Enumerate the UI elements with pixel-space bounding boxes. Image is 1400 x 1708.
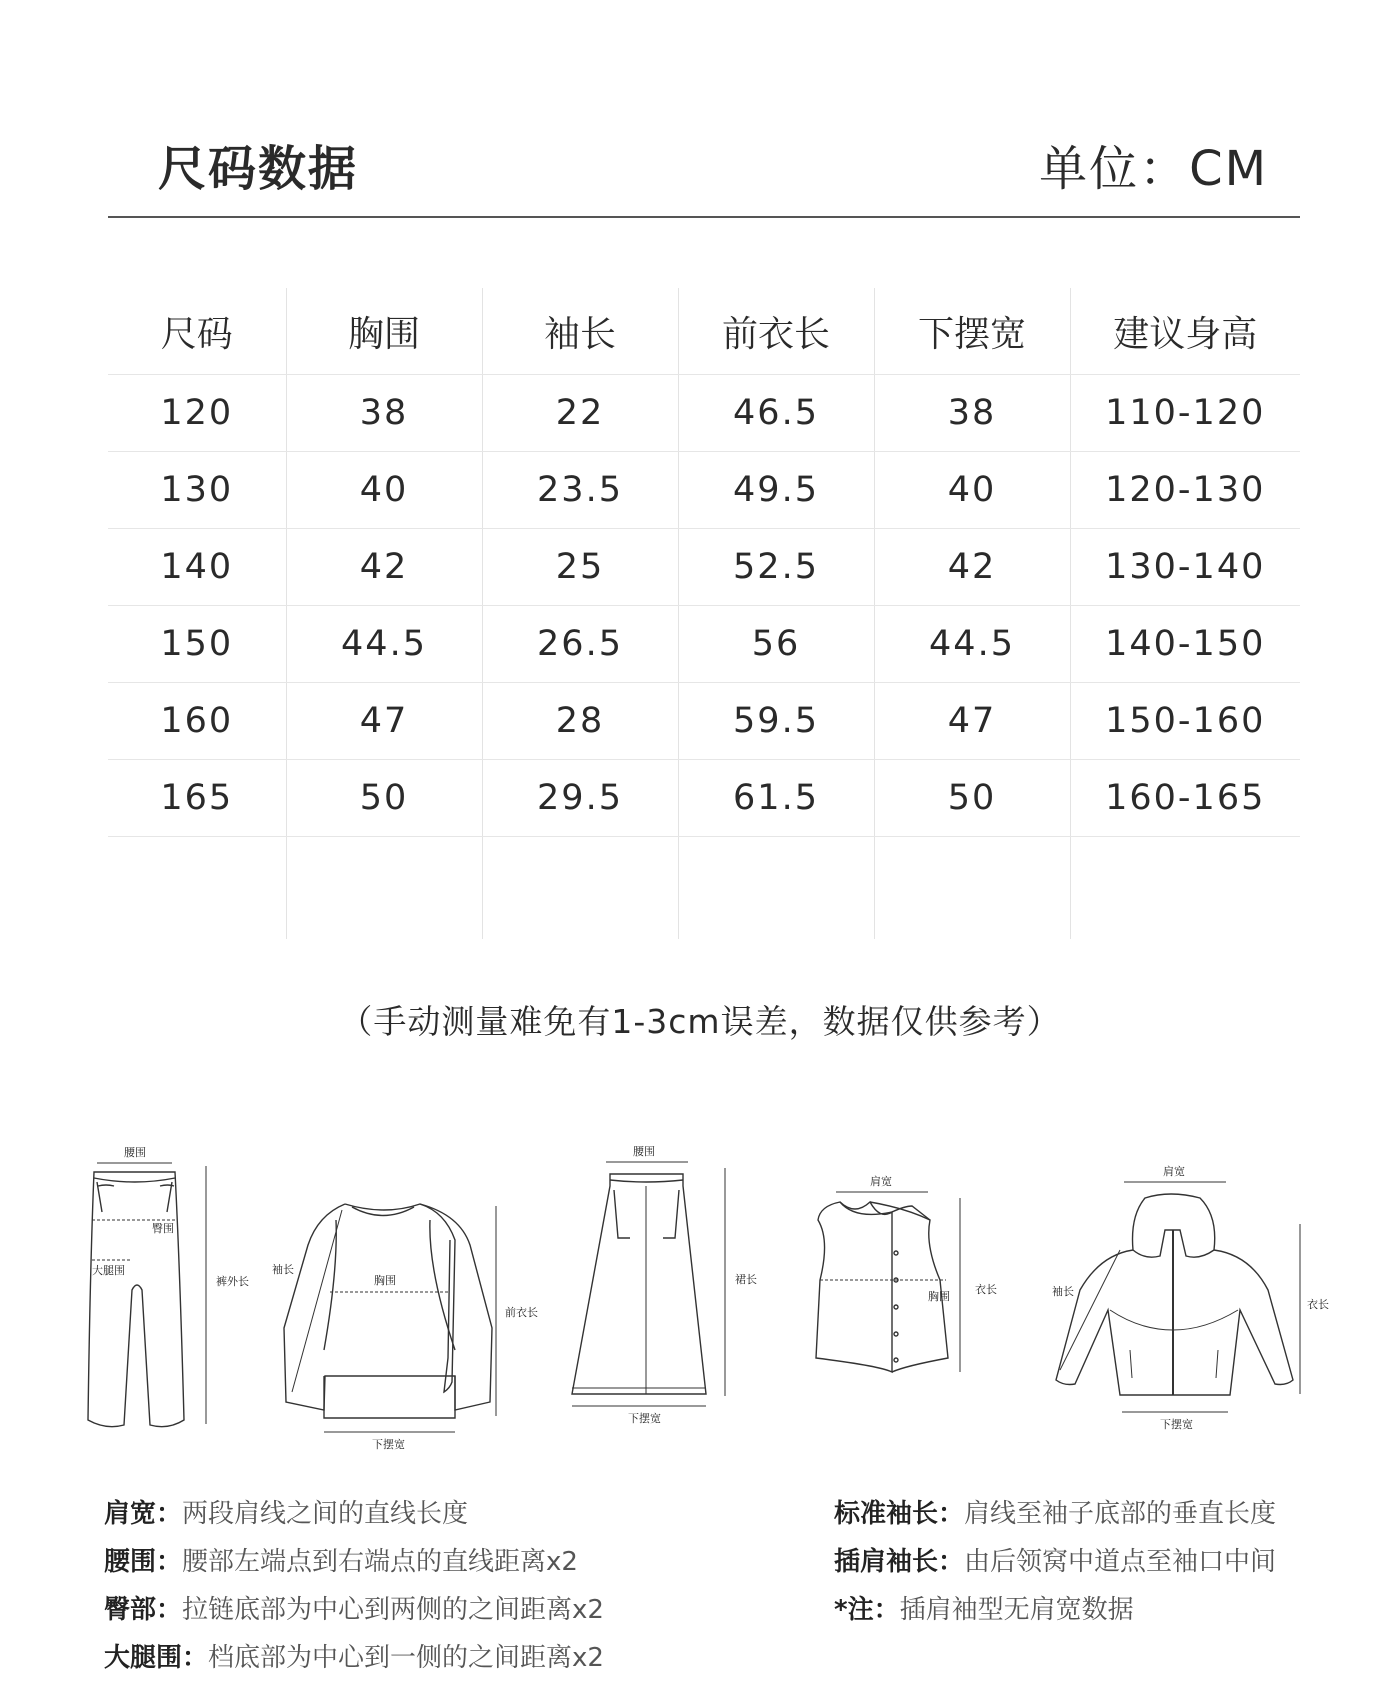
definition-value: 拉链底部为中心到两侧的之间距离x2 [182, 1595, 604, 1625]
definition-key: 腰围： [104, 1547, 183, 1577]
vest-length-label: 衣长 [975, 1283, 997, 1296]
table-empty-row [108, 837, 1300, 940]
cell-height: 110-120 [1070, 375, 1300, 452]
pants-diagram [88, 1146, 249, 1427]
cell-hem: 50 [874, 760, 1070, 837]
header-height: 建议身高 [1070, 288, 1300, 375]
sweater-hem-label: 下摆宽 [372, 1438, 405, 1451]
definition-value: 腰部左端点到右端点的直线距离x2 [182, 1547, 578, 1577]
cell-chest: 50 [286, 760, 482, 837]
definition-key: 标准袖长： [834, 1499, 965, 1529]
definition-item [834, 1490, 1276, 1538]
vest-shoulder-label: 肩宽 [870, 1175, 892, 1188]
cell-height: 160-165 [1070, 760, 1300, 837]
definitions-left [104, 1490, 604, 1682]
vest-chest-label: 胸围 [928, 1290, 950, 1303]
pants-length-label: 裤外长 [216, 1275, 249, 1288]
cell-sleeve: 22 [482, 375, 678, 452]
jacket-length-label: 衣长 [1307, 1298, 1329, 1311]
jacket-sleeve-label: 袖长 [1052, 1285, 1074, 1298]
sweater-front-length-label: 前衣长 [505, 1306, 538, 1319]
definition-value: 插肩袖型无肩宽数据 [899, 1595, 1134, 1625]
cell-sleeve: 25 [482, 529, 678, 606]
cell-sleeve: 26.5 [482, 606, 678, 683]
definition-key: 大腿围： [104, 1643, 209, 1673]
cell-height: 120-130 [1070, 452, 1300, 529]
cell-sleeve: 23.5 [482, 452, 678, 529]
header-chest: 胸围 [286, 288, 482, 375]
header-hem: 下摆宽 [874, 288, 1070, 375]
vest-diagram [816, 1174, 997, 1372]
definition-item [104, 1586, 604, 1634]
sweater-sleeve-label: 袖长 [272, 1263, 294, 1276]
garment-diagrams [0, 1120, 1400, 1451]
definitions-right [834, 1490, 1276, 1634]
definition-item [834, 1538, 1276, 1586]
jacket-diagram [1052, 1164, 1329, 1431]
cell-hem: 40 [874, 452, 1070, 529]
cell-front-length: 46.5 [678, 375, 874, 452]
definition-value: 由后领窝中道点至袖口中间 [964, 1547, 1277, 1577]
cell-front-length: 61.5 [678, 760, 874, 837]
cell-size: 140 [108, 529, 286, 606]
definition-key: 臀部： [104, 1595, 183, 1625]
cell-chest: 42 [286, 529, 482, 606]
cell-size: 130 [108, 452, 286, 529]
definition-item [834, 1586, 1276, 1634]
definition-item [104, 1490, 604, 1538]
cell-chest: 38 [286, 375, 482, 452]
cell-size: 120 [108, 375, 286, 452]
table-row [108, 529, 1300, 606]
definition-item [104, 1538, 604, 1586]
unit-label: 单位：CM [1039, 141, 1268, 197]
header-front-length: 前衣长 [678, 288, 874, 375]
definition-value: 档底部为中心到一侧的之间距离x2 [208, 1643, 604, 1673]
definition-key: *注： [834, 1595, 900, 1625]
header-sleeve: 袖长 [482, 288, 678, 375]
skirt-hem-label: 下摆宽 [628, 1412, 661, 1425]
divider [108, 216, 1300, 218]
definition-key: 肩宽： [104, 1499, 183, 1529]
jacket-hem-label: 下摆宽 [1160, 1418, 1193, 1431]
cell-height: 140-150 [1070, 606, 1300, 683]
pants-waist-label: 腰围 [124, 1146, 146, 1159]
cell-hem: 44.5 [874, 606, 1070, 683]
measurement-note: （手动测量难免有1-3cm误差，数据仅供参考） [339, 1002, 1061, 1041]
cell-hem: 42 [874, 529, 1070, 606]
page-title: 尺码数据 [158, 141, 359, 197]
cell-sleeve: 28 [482, 683, 678, 760]
table-row [108, 375, 1300, 452]
table-row [108, 452, 1300, 529]
cell-sleeve: 29.5 [482, 760, 678, 837]
cell-size: 165 [108, 760, 286, 837]
pants-hip-label: 臀围 [152, 1222, 174, 1235]
skirt-length-label: 裙长 [735, 1273, 757, 1286]
table-row [108, 606, 1300, 683]
pants-thigh-label: 大腿围 [92, 1264, 125, 1277]
definition-item [104, 1634, 604, 1682]
table-row [108, 683, 1300, 760]
cell-size: 160 [108, 683, 286, 760]
jacket-shoulder-label: 肩宽 [1163, 1165, 1185, 1178]
definition-key: 插肩袖长： [834, 1547, 965, 1577]
skirt-diagram [572, 1145, 757, 1425]
cell-hem: 47 [874, 683, 1070, 760]
sweater-diagram [272, 1204, 538, 1451]
cell-hem: 38 [874, 375, 1070, 452]
cell-chest: 40 [286, 452, 482, 529]
cell-front-length: 59.5 [678, 683, 874, 760]
cell-size: 150 [108, 606, 286, 683]
cell-front-length: 52.5 [678, 529, 874, 606]
cell-front-length: 56 [678, 606, 874, 683]
table-header-row [108, 288, 1300, 375]
size-table [108, 288, 1300, 939]
sweater-chest-label: 胸围 [374, 1274, 396, 1287]
cell-height: 150-160 [1070, 683, 1300, 760]
definition-value: 两段肩线之间的直线长度 [182, 1499, 469, 1529]
header [108, 120, 1300, 220]
definition-value: 肩线至袖子底部的垂直长度 [964, 1499, 1277, 1529]
table-row [108, 760, 1300, 837]
cell-chest: 47 [286, 683, 482, 760]
skirt-waist-label: 腰围 [633, 1145, 655, 1158]
diagrams-svg [0, 1120, 1400, 1451]
cell-height: 130-140 [1070, 529, 1300, 606]
cell-front-length: 49.5 [678, 452, 874, 529]
header-size: 尺码 [108, 288, 286, 375]
cell-chest: 44.5 [286, 606, 482, 683]
